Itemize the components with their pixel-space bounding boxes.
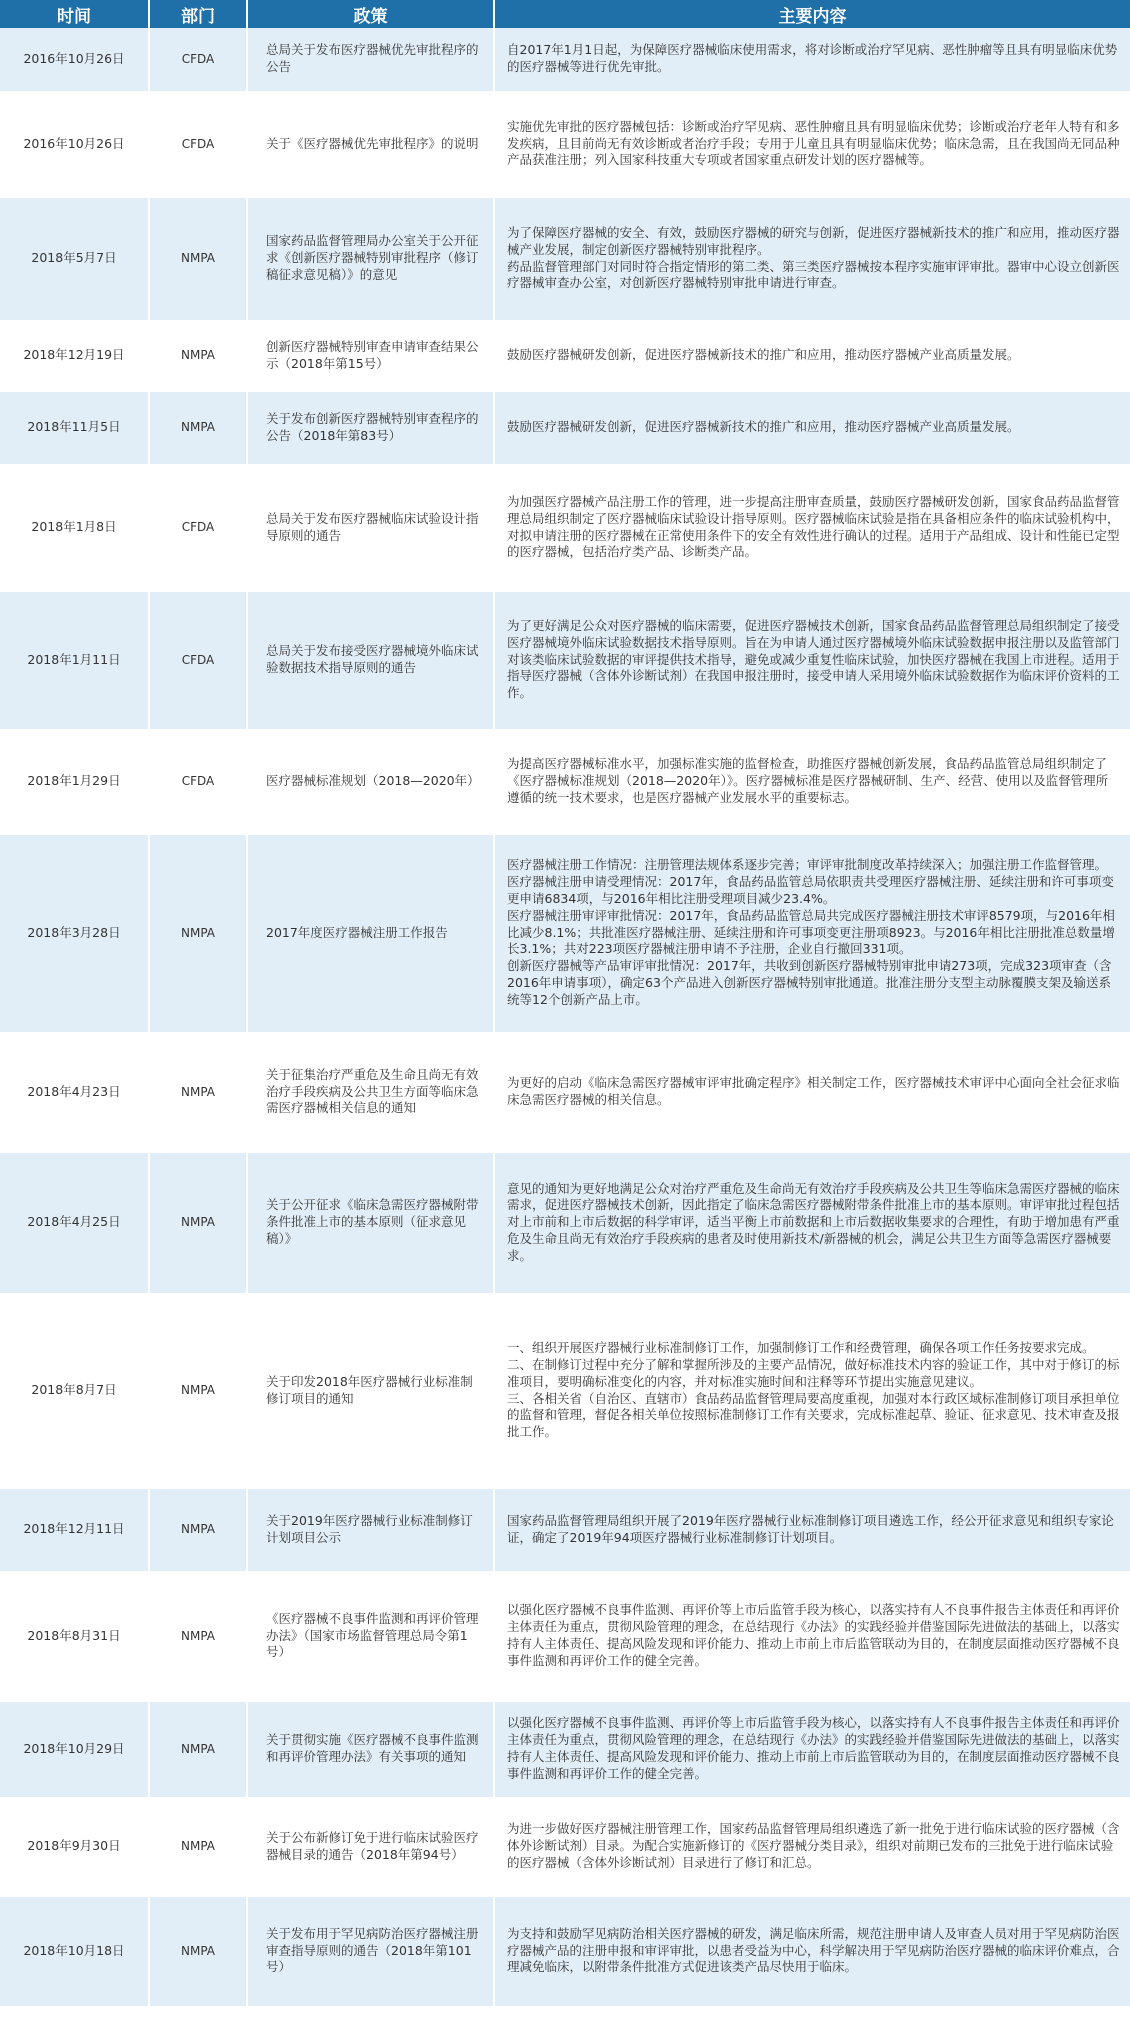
cell-dept: NMPA bbox=[149, 196, 247, 321]
table-header bbox=[0, 0, 1130, 28]
header-row bbox=[0, 0, 1130, 28]
cell-time: 2018年4月23日 bbox=[0, 1033, 149, 1151]
cell-dept: NMPA bbox=[149, 1294, 247, 1487]
cell-content: 意见的通知为更好地满足公众对治疗严重危及生命尚无有效治疗手段疾病及公共卫生等临床急需医疗器械的临床需求，促进医疗器械技术创新，因此指定了临床急需医疗器械附带条件批准上市的基本原则。审评审批过程包括对上市前和上市后数据的科学审评，适当平衡上市前数据和上市后数据收集要求的合理性，有助于增加患有严重危及生命且尚无有效治疗手段疾病的患者及时使用新技术/新器械的机会，满足公共卫生方面等急需医疗器械要求。 bbox=[494, 1151, 1130, 1294]
table-row bbox=[0, 1151, 1130, 1294]
cell-content: 一、组织开展医疗器械行业标准制修订工作，加强制修订工作和经费管理，确保各项工作任务按要求完成。 二、在制修订过程中充分了解和掌握所涉及的主要产品情况，做好标准技术内容的验证工作，其中对于修订的标准项目，要明确标准变化的内容，并对标准实施时间和注释等环节提出实施意见建议。 三、各相关省（自治区、直辖市）食品药品监督管理局要高度重视，加强对本行政区域标准制修订项目承担单位的监督和管理，督促各相关单位按照标准制修订工作有关要求，完成标准起草、验证、征求意见、技术审查及报批工作。 bbox=[494, 1294, 1130, 1487]
cell-dept: CFDA bbox=[149, 28, 247, 92]
cell-dept: NMPA bbox=[149, 1033, 247, 1151]
cell-time: 2016年10月26日 bbox=[0, 28, 149, 92]
table-row bbox=[0, 1798, 1130, 1895]
table-row bbox=[0, 390, 1130, 465]
cell-dept: NMPA bbox=[149, 1798, 247, 1895]
cell-policy: 《医疗器械不良事件监测和再评价管理办法》（国家市场监督管理总局令第1号） bbox=[247, 1572, 494, 1700]
cell-content: 为更好的启动《临床急需医疗器械审评审批确定程序》相关制定工作，医疗器械技术审评中心面向全社会征求临床急需医疗器械的相关信息。 bbox=[494, 1033, 1130, 1151]
cell-time: 2018年12月19日 bbox=[0, 321, 149, 390]
table-row bbox=[0, 196, 1130, 321]
cell-policy: 关于发布创新医疗器械特别审查程序的公告（2018年第83号） bbox=[247, 390, 494, 465]
cell-content: 医疗器械注册工作情况：注册管理法规体系逐步完善；审评审批制度改革持续深入；加强注册工作监督管理。 医疗器械注册申请受理情况：2017年，食品药品监管总局依职责共受理医疗器械注册、延续注册和许可事项变更申请6834项，与2016年相比注册受理项目减少23.4%。 医疗器械注册审评审批情况：2017年，食品药品监管总局共完成医疗器械注册技术审评8579项，与2016年相比减少8.1%；共批准医疗器械注册、延续注册和许可事项变更注册项8923。与2016年相比注册批准总数量增长3.1%；共对223项医疗器械注册申请不予注册，企业自行撤回331项。 创新医疗器械等产品审评审批情况：2017年，共收到创新医疗器械特别审批申请273项，完成323项审查（含2016年申请事项），确定63个产品进入创新医疗器械特别审批通道。批准注册分支型主动脉覆膜支架及输送系统等12个创新产品上市。 bbox=[494, 833, 1130, 1033]
header-content: 主要内容 bbox=[494, 0, 1130, 28]
table-row bbox=[0, 1294, 1130, 1487]
table-row bbox=[0, 1487, 1130, 1572]
cell-policy: 总局关于发布接受医疗器械境外临床试验数据技术指导原则的通告 bbox=[247, 590, 494, 730]
cell-dept: NMPA bbox=[149, 321, 247, 390]
table-row bbox=[0, 321, 1130, 390]
cell-time: 2018年11月5日 bbox=[0, 390, 149, 465]
cell-policy: 创新医疗器械特别审查申请审查结果公示（2018年第15号） bbox=[247, 321, 494, 390]
cell-policy: 关于印发2018年医疗器械行业标准制修订项目的通知 bbox=[247, 1294, 494, 1487]
table-row bbox=[0, 1895, 1130, 2007]
cell-content: 为支持和鼓励罕见病防治相关医疗器械的研发，满足临床所需，规范注册申请人及审查人员对用于罕见病防治医疗器械产品的注册申报和审评审批，以患者受益为中心，科学解决用于罕见病防治医疗器械的临床评价难点，合理减免临床，以附带条件批准方式促进该类产品尽快用于临床。 bbox=[494, 1895, 1130, 2007]
cell-dept: NMPA bbox=[149, 833, 247, 1033]
cell-content: 以强化医疗器械不良事件监测、再评价等上市后监管手段为核心，以落实持有人不良事件报告主体责任和再评价主体责任为重点，贯彻风险管理的理念，在总结现行《办法》的实践经验并借鉴国际先进做法的基础上，以落实持有人主体责任、提高风险发现和评价能力、推动上市前上市后监管联动为目的，在制度层面推动医疗器械不良事件监测和再评价工作的健全完善。 bbox=[494, 1572, 1130, 1700]
cell-policy: 医疗器械标准规划（2018—2020年） bbox=[247, 730, 494, 833]
cell-content: 为了保障医疗器械的安全、有效，鼓励医疗器械的研究与创新，促进医疗器械新技术的推广和应用，推动医疗器械产业发展，制定创新医疗器械特别审批程序。 药品监督管理部门对同时符合指定情形的第二类、第三类医疗器械按本程序实施审评审批。器审中心设立创新医疗器械审查办公室，对创新医疗器械特别审批申请进行审查。 bbox=[494, 196, 1130, 321]
cell-policy: 关于贯彻实施《医疗器械不良事件监测和再评价管理办法》有关事项的通知 bbox=[247, 1700, 494, 1798]
table-row bbox=[0, 28, 1130, 92]
cell-dept: NMPA bbox=[149, 1487, 247, 1572]
cell-dept: CFDA bbox=[149, 590, 247, 730]
cell-dept: NMPA bbox=[149, 1895, 247, 2007]
table-row bbox=[0, 465, 1130, 590]
cell-dept: NMPA bbox=[149, 390, 247, 465]
cell-content: 鼓励医疗器械研发创新，促进医疗器械新技术的推广和应用，推动医疗器械产业高质量发展。 bbox=[494, 390, 1130, 465]
header-policy: 政策 bbox=[247, 0, 494, 28]
cell-time: 2018年12月11日 bbox=[0, 1487, 149, 1572]
cell-policy: 关于发布用于罕见病防治医疗器械注册审查指导原则的通告（2018年第101号） bbox=[247, 1895, 494, 2007]
cell-policy: 关于《医疗器械优先审批程序》的说明 bbox=[247, 92, 494, 196]
cell-content: 鼓励医疗器械研发创新，促进医疗器械新技术的推广和应用，推动医疗器械产业高质量发展。 bbox=[494, 321, 1130, 390]
cell-policy: 总局关于发布医疗器械临床试验设计指导原则的通告 bbox=[247, 465, 494, 590]
cell-time: 2018年10月29日 bbox=[0, 1700, 149, 1798]
table-body bbox=[0, 28, 1130, 2007]
header-dept: 部门 bbox=[149, 0, 247, 28]
cell-time: 2018年4月25日 bbox=[0, 1151, 149, 1294]
cell-time: 2018年8月31日 bbox=[0, 1572, 149, 1700]
cell-policy: 关于公布新修订免于进行临床试验医疗器械目录的通告（2018年第94号） bbox=[247, 1798, 494, 1895]
cell-dept: CFDA bbox=[149, 465, 247, 590]
cell-policy: 关于征集治疗严重危及生命且尚无有效治疗手段疾病及公共卫生方面等临床急需医疗器械相关信息的通知 bbox=[247, 1033, 494, 1151]
cell-content: 实施优先审批的医疗器械包括：诊断或治疗罕见病、恶性肿瘤且具有明显临床优势；诊断或治疗老年人特有和多发疾病，且目前尚无有效诊断或者治疗手段；专用于儿童且具有明显临床优势；临床急需，且在我国尚无同品种产品获准注册；列入国家科技重大专项或者国家重点研发计划的医疗器械等。 bbox=[494, 92, 1130, 196]
table-row bbox=[0, 92, 1130, 196]
cell-dept: NMPA bbox=[149, 1700, 247, 1798]
cell-time: 2016年10月26日 bbox=[0, 92, 149, 196]
table-row bbox=[0, 1572, 1130, 1700]
cell-content: 为进一步做好医疗器械注册管理工作，国家药品监督管理局组织遴选了新一批免于进行临床试验的医疗器械（含体外诊断试剂）目录。为配合实施新修订的《医疗器械分类目录》，组织对前期已发布的三批免于进行临床试验的医疗器械（含体外诊断试剂）目录进行了修订和汇总。 bbox=[494, 1798, 1130, 1895]
cell-time: 2018年3月28日 bbox=[0, 833, 149, 1033]
header-time: 时间 bbox=[0, 0, 149, 28]
table-row bbox=[0, 590, 1130, 730]
cell-content: 为加强医疗器械产品注册工作的管理，进一步提高注册审查质量，鼓励医疗器械研发创新，国家食品药品监督管理总局组织制定了医疗器械临床试验设计指导原则。医疗器械临床试验是指在具备相应条件的临床试验机构中，对拟申请注册的医疗器械在正常使用条件下的安全有效性进行确认的过程。适用于产品组成、设计和性能已定型的医疗器械，包括治疗类产品、诊断类产品。 bbox=[494, 465, 1130, 590]
cell-policy: 关于公开征求《临床急需医疗器械附带条件批准上市的基本原则（征求意见稿）》 bbox=[247, 1151, 494, 1294]
cell-policy: 总局关于发布医疗器械优先审批程序的公告 bbox=[247, 28, 494, 92]
cell-time: 2018年1月29日 bbox=[0, 730, 149, 833]
cell-dept: CFDA bbox=[149, 92, 247, 196]
cell-content: 以强化医疗器械不良事件监测、再评价等上市后监管手段为核心，以落实持有人不良事件报告主体责任和再评价主体责任为重点，贯彻风险管理的理念，在总结现行《办法》的实践经验并借鉴国际先进做法的基础上，以落实持有人主体责任、提高风险发现和评价能力、推动上市前上市后监管联动为目的，在制度层面推动医疗器械不良事件监测和再评价工作的健全完善。 bbox=[494, 1700, 1130, 1798]
table-row bbox=[0, 1700, 1130, 1798]
cell-policy: 关于2019年医疗器械行业标准制修订计划项目公示 bbox=[247, 1487, 494, 1572]
cell-time: 2018年5月7日 bbox=[0, 196, 149, 321]
table-row bbox=[0, 730, 1130, 833]
cell-content: 国家药品监督管理局组织开展了2019年医疗器械行业标准制修订项目遴选工作，经公开征求意见和组织专家论证，确定了2019年94项医疗器械行业标准制修订计划项目。 bbox=[494, 1487, 1130, 1572]
cell-dept: NMPA bbox=[149, 1572, 247, 1700]
table-row bbox=[0, 1033, 1130, 1151]
cell-content: 为提高医疗器械标准水平，加强标准实施的监督检查，助推医疗器械创新发展，食品药品监管总局组织制定了《医疗器械标准规划（2018—2020年）》。医疗器械标准是医疗器械研制、生产、经营、使用以及监督管理所遵循的统一技术要求，也是医疗器械产业发展水平的重要标志。 bbox=[494, 730, 1130, 833]
cell-dept: CFDA bbox=[149, 730, 247, 833]
table-row bbox=[0, 833, 1130, 1033]
cell-content: 为了更好满足公众对医疗器械的临床需要，促进医疗器械技术创新，国家食品药品监督管理总局组织制定了接受医疗器械境外临床试验数据技术指导原则。旨在为申请人通过医疗器械境外临床试验数据申报注册以及监管部门对该类临床试验数据的审评提供技术指导，避免或减少重复性临床试验，加快医疗器械在我国上市进程。适用于指导医疗器械（含体外诊断试剂）在我国申报注册时，接受申请人采用境外临床试验数据作为临床评价资料的工作。 bbox=[494, 590, 1130, 730]
cell-time: 2018年8月7日 bbox=[0, 1294, 149, 1487]
cell-content: 自2017年1月1日起，为保障医疗器械临床使用需求，将对诊断或治疗罕见病、恶性肿瘤等且具有明显临床优势的医疗器械等进行优先审批。 bbox=[494, 28, 1130, 92]
cell-time: 2018年1月11日 bbox=[0, 590, 149, 730]
cell-dept: NMPA bbox=[149, 1151, 247, 1294]
cell-policy: 2017年度医疗器械注册工作报告 bbox=[247, 833, 494, 1033]
cell-time: 2018年9月30日 bbox=[0, 1798, 149, 1895]
cell-time: 2018年10月18日 bbox=[0, 1895, 149, 2007]
cell-policy: 国家药品监督管理局办公室关于公开征求《创新医疗器械特别审批程序（修订稿征求意见稿）》的意见 bbox=[247, 196, 494, 321]
cell-time: 2018年1月8日 bbox=[0, 465, 149, 590]
